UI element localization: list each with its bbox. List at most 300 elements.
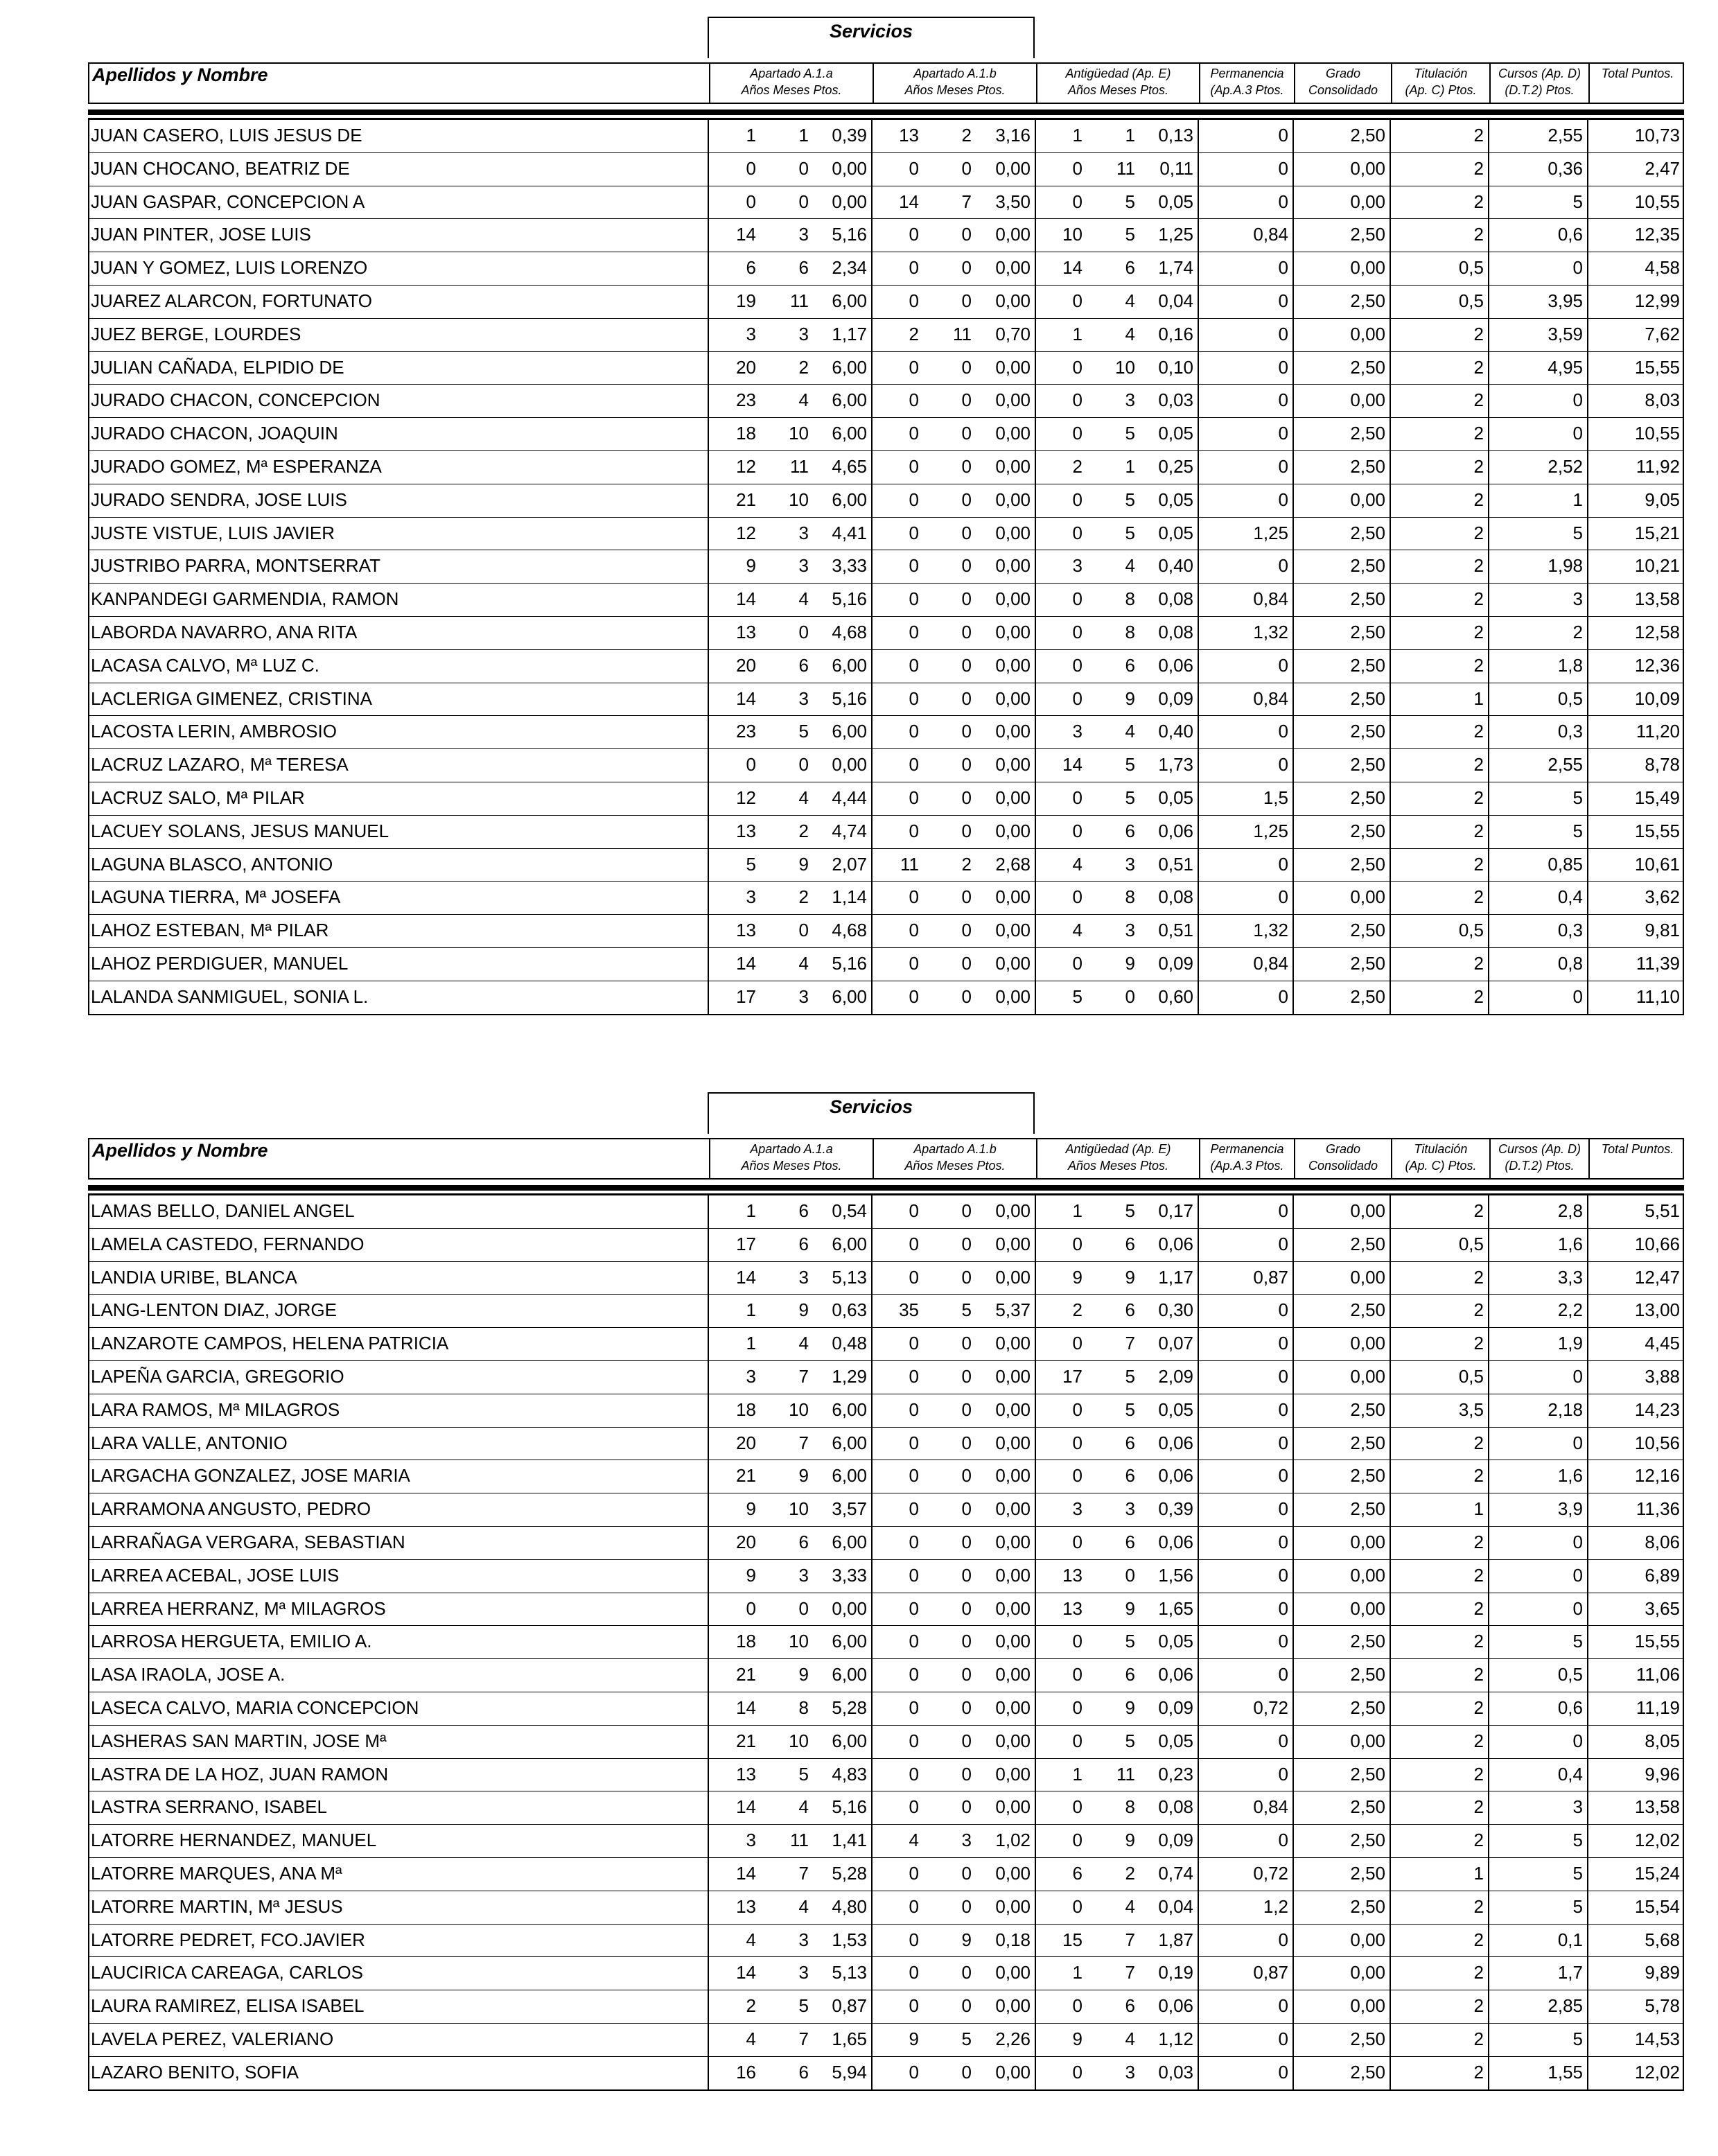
cell-value: 2,50 bbox=[1350, 555, 1385, 577]
header-perm-line-1: Permanencia bbox=[1210, 1142, 1284, 1156]
table-row bbox=[89, 649, 1683, 683]
cell-value: 0,03 bbox=[1158, 389, 1193, 411]
header-a1b-line-2: Años Meses Ptos. bbox=[904, 1159, 1006, 1173]
cell-value: 11 bbox=[900, 853, 919, 875]
cell-value: 0 bbox=[1572, 423, 1583, 444]
cell-value: 2,52 bbox=[1548, 455, 1583, 477]
cell-value: 0,09 bbox=[1158, 1697, 1193, 1718]
cell-value: 0 bbox=[1072, 1664, 1082, 1685]
cell-value: 5 bbox=[1125, 1730, 1135, 1751]
cell-value: 2 bbox=[1473, 853, 1484, 875]
cell-value: 0 bbox=[1278, 191, 1288, 212]
cell-value: 2 bbox=[1473, 157, 1484, 179]
cell-value: 5 bbox=[1572, 522, 1583, 543]
cell-value: 2 bbox=[1473, 985, 1484, 1007]
cell-value: 0,18 bbox=[995, 1929, 1031, 1950]
cell-value: 0,4 bbox=[1557, 886, 1583, 908]
cell-value: 6,00 bbox=[832, 1631, 867, 1652]
cell-value: 11,10 bbox=[1636, 985, 1680, 1007]
header-grado bbox=[1294, 1139, 1391, 1178]
cell-value: 5 bbox=[1572, 820, 1583, 841]
cell-value: 0,00 bbox=[995, 754, 1031, 775]
cell-value: 0,1 bbox=[1557, 1929, 1583, 1950]
cell-value: 1,32 bbox=[1253, 920, 1288, 941]
cell-name: JURADO CHACON, JOAQUIN bbox=[91, 423, 338, 444]
cell-value: 0 bbox=[1072, 1233, 1082, 1254]
cell-value: 0 bbox=[1278, 1333, 1288, 1354]
cell-name: JUAN CHOCANO, BEATRIZ DE bbox=[91, 157, 350, 179]
table-row bbox=[89, 947, 1683, 981]
cell-value: 5 bbox=[1125, 522, 1135, 543]
cell-value: 2 bbox=[1473, 389, 1484, 411]
cell-value: 0 bbox=[909, 389, 919, 411]
cell-value: 0,00 bbox=[995, 1432, 1031, 1453]
cell-value: 0,10 bbox=[1158, 356, 1193, 378]
header-cursos bbox=[1489, 1139, 1588, 1178]
cell-value: 0 bbox=[1072, 1465, 1082, 1487]
cell-value: 7 bbox=[798, 1432, 809, 1453]
table-row bbox=[89, 848, 1683, 882]
cell-value: 4 bbox=[746, 2028, 756, 2049]
cell-value: 0,70 bbox=[995, 323, 1031, 344]
cell-value: 0 bbox=[1278, 2061, 1288, 2083]
cell-value: 17 bbox=[736, 985, 756, 1007]
cell-value: 1 bbox=[746, 1200, 756, 1221]
cell-value: 0 bbox=[961, 522, 972, 543]
cell-value: 6 bbox=[1125, 1664, 1135, 1685]
cell-name: JUEZ BERGE, LOURDES bbox=[91, 323, 301, 344]
cell-value: 0 bbox=[1278, 323, 1288, 344]
cell-value: 0 bbox=[1072, 1895, 1082, 1917]
cell-value: 7 bbox=[798, 1862, 809, 1884]
cell-value: 0 bbox=[1072, 1730, 1082, 1751]
cell-value: 0 bbox=[1278, 1995, 1288, 2017]
cell-value: 0,00 bbox=[995, 1895, 1031, 1917]
cell-value: 2 bbox=[1473, 1995, 1484, 2017]
cell-value: 0,00 bbox=[1350, 1929, 1385, 1950]
cell-value: 10 bbox=[789, 1498, 809, 1520]
header-a1b-line-2: Años Meses Ptos. bbox=[904, 83, 1006, 97]
cell-value: 2,50 bbox=[1350, 1862, 1385, 1884]
table-row bbox=[89, 881, 1683, 914]
cell-value: 6 bbox=[1072, 1862, 1082, 1884]
cell-value: 0 bbox=[1278, 423, 1288, 444]
cell-value: 0 bbox=[961, 1664, 972, 1685]
cell-value: 9 bbox=[1125, 1830, 1135, 1851]
cell-value: 11 bbox=[790, 455, 809, 477]
cell-value: 0,36 bbox=[1548, 157, 1583, 179]
cell-value: 2,34 bbox=[832, 257, 867, 279]
cell-value: 2,50 bbox=[1350, 588, 1385, 610]
cell-value: 3 bbox=[798, 224, 809, 245]
table-row bbox=[89, 1593, 1683, 1626]
cell-value: 0,00 bbox=[995, 1531, 1031, 1552]
cell-value: 0,00 bbox=[995, 290, 1031, 311]
cell-value: 2 bbox=[1473, 952, 1484, 974]
table-section-2 bbox=[88, 1092, 1684, 2090]
cell-value: 0 bbox=[1278, 754, 1288, 775]
cell-value: 3 bbox=[1072, 555, 1082, 577]
cell-name: LARRAÑAGA VERGARA, SEBASTIAN bbox=[91, 1531, 405, 1552]
cell-value: 0 bbox=[909, 820, 919, 841]
header-ant-line-2: Años Meses Ptos. bbox=[1067, 1159, 1169, 1173]
cell-value: 0,84 bbox=[1253, 952, 1288, 974]
cell-value: 4 bbox=[798, 787, 809, 808]
header-ant bbox=[1036, 1139, 1199, 1178]
cell-value: 6 bbox=[1125, 654, 1135, 676]
cell-value: 0,00 bbox=[995, 1697, 1031, 1718]
cell-value: 3 bbox=[798, 522, 809, 543]
cell-value: 0,00 bbox=[995, 423, 1031, 444]
header-name: Apellidos y Nombre bbox=[92, 64, 268, 85]
cell-value: 0 bbox=[909, 522, 919, 543]
cell-value: 0 bbox=[961, 754, 972, 775]
cell-name: LATORRE MARTIN, Mª JESUS bbox=[91, 1895, 343, 1917]
cell-value: 0,5 bbox=[1557, 687, 1583, 709]
cell-value: 2,09 bbox=[1158, 1365, 1193, 1387]
cell-value: 3 bbox=[798, 985, 809, 1007]
cell-value: 4 bbox=[798, 588, 809, 610]
cell-value: 0 bbox=[961, 1465, 972, 1487]
cell-value: 0 bbox=[909, 1465, 919, 1487]
cell-value: 10 bbox=[789, 1399, 809, 1420]
cell-value: 0,30 bbox=[1158, 1299, 1193, 1321]
cell-value: 0,00 bbox=[995, 2061, 1031, 2083]
cell-name: LABORDA NAVARRO, ANA RITA bbox=[91, 621, 358, 642]
cell-value: 0 bbox=[1072, 356, 1082, 378]
cell-value: 14,53 bbox=[1634, 2028, 1680, 2049]
cell-value: 0 bbox=[1072, 820, 1082, 841]
cell-value: 0 bbox=[961, 1233, 972, 1254]
cell-value: 0,00 bbox=[995, 1796, 1031, 1818]
cell-value: 0 bbox=[909, 1333, 919, 1354]
cell-value: 13 bbox=[736, 1895, 756, 1917]
cell-value: 5 bbox=[1125, 754, 1135, 775]
cell-value: 0 bbox=[1572, 257, 1583, 279]
cell-value: 13 bbox=[736, 920, 756, 941]
cell-value: 0 bbox=[1572, 1597, 1583, 1619]
cell-value: 0 bbox=[746, 1597, 756, 1619]
cell-value: 0 bbox=[909, 754, 919, 775]
cell-value: 5 bbox=[1125, 224, 1135, 245]
cell-value: 0,06 bbox=[1158, 820, 1193, 841]
cell-value: 0 bbox=[961, 952, 972, 974]
cell-value: 20 bbox=[736, 356, 756, 378]
cell-value: 2 bbox=[1473, 224, 1484, 245]
cell-value: 1,12 bbox=[1158, 2028, 1193, 2049]
cell-value: 0 bbox=[1072, 1531, 1082, 1552]
cell-name: LANG-LENTON DIAZ, JORGE bbox=[91, 1299, 337, 1321]
cell-value: 0 bbox=[1278, 853, 1288, 875]
cell-name: LACRUZ LAZARO, Mª TERESA bbox=[91, 754, 349, 775]
cell-value: 3,16 bbox=[995, 125, 1031, 146]
cell-name: LAURA RAMIREZ, ELISA ISABEL bbox=[91, 1995, 365, 2017]
cell-value: 0 bbox=[909, 1962, 919, 1983]
header-a1b-line-1: Apartado A.1.b bbox=[913, 1142, 997, 1156]
cell-name: LARGACHA GONZALEZ, JOSE MARIA bbox=[91, 1465, 410, 1487]
cell-value: 2,50 bbox=[1350, 1631, 1385, 1652]
cell-value: 0 bbox=[1278, 721, 1288, 742]
cell-name: LAUCIRICA CAREAGA, CARLOS bbox=[91, 1962, 363, 1983]
cell-value: 0 bbox=[909, 654, 919, 676]
cell-value: 12 bbox=[736, 455, 756, 477]
cell-value: 0 bbox=[961, 1365, 972, 1387]
cell-value: 8 bbox=[1125, 886, 1135, 908]
cell-name: LATORRE MARQUES, ANA Mª bbox=[91, 1862, 342, 1884]
cell-value: 2 bbox=[1473, 1432, 1484, 1453]
cell-value: 0,5 bbox=[1557, 1664, 1583, 1685]
cell-value: 0 bbox=[961, 1266, 972, 1288]
cell-value: 0 bbox=[1572, 389, 1583, 411]
cell-value: 0 bbox=[961, 290, 972, 311]
cell-value: 6 bbox=[746, 257, 756, 279]
cell-value: 0 bbox=[1072, 1697, 1082, 1718]
cell-value: 0,3 bbox=[1557, 721, 1583, 742]
cell-value: 1,17 bbox=[1158, 1266, 1193, 1288]
cell-value: 0,05 bbox=[1158, 1730, 1193, 1751]
cell-value: 2,50 bbox=[1350, 687, 1385, 709]
header-a1a-line-1: Apartado A.1.a bbox=[750, 1142, 833, 1156]
cell-value: 0,5 bbox=[1458, 257, 1484, 279]
cell-value: 3 bbox=[1572, 588, 1583, 610]
cell-value: 3,95 bbox=[1548, 290, 1583, 311]
cell-value: 0 bbox=[1278, 1365, 1288, 1387]
table-row bbox=[89, 1791, 1683, 1824]
cell-value: 2 bbox=[1473, 1929, 1484, 1950]
cell-value: 0,00 bbox=[1350, 389, 1385, 411]
cell-value: 0,09 bbox=[1158, 1830, 1193, 1851]
cell-value: 4,68 bbox=[832, 621, 867, 642]
cell-value: 0 bbox=[1278, 1299, 1288, 1321]
cell-value: 0,17 bbox=[1158, 1200, 1193, 1221]
cell-value: 18 bbox=[736, 423, 756, 444]
cell-value: 0 bbox=[1072, 2061, 1082, 2083]
cell-value: 2,50 bbox=[1350, 1796, 1385, 1818]
cell-name: LACRUZ SALO, Mª PILAR bbox=[91, 787, 305, 808]
cell-value: 6,00 bbox=[832, 1233, 867, 1254]
cell-value: 0,00 bbox=[1350, 1266, 1385, 1288]
table-row bbox=[89, 1559, 1683, 1593]
cell-value: 6 bbox=[1125, 1299, 1135, 1321]
cell-value: 1,65 bbox=[832, 2028, 867, 2049]
cell-value: 1,87 bbox=[1158, 1929, 1193, 1950]
cell-value: 12,35 bbox=[1634, 224, 1680, 245]
cell-name: JURADO GOMEZ, Mª ESPERANZA bbox=[91, 455, 382, 477]
cell-value: 2 bbox=[1473, 2028, 1484, 2049]
cell-value: 0,00 bbox=[995, 522, 1031, 543]
cell-value: 5 bbox=[1125, 423, 1135, 444]
table-row bbox=[89, 2056, 1683, 2089]
table-section-1 bbox=[88, 17, 1684, 1015]
cell-value: 10,55 bbox=[1634, 191, 1680, 212]
cell-value: 9 bbox=[798, 1299, 809, 1321]
cell-name: JUSTRIBO PARRA, MONTSERRAT bbox=[91, 555, 380, 577]
cell-value: 4 bbox=[798, 389, 809, 411]
cell-value: 2 bbox=[1473, 787, 1484, 808]
cell-value: 0,40 bbox=[1158, 721, 1193, 742]
cell-value: 0 bbox=[909, 1432, 919, 1453]
cell-value: 6,00 bbox=[832, 1730, 867, 1751]
cell-value: 2 bbox=[1473, 1830, 1484, 1851]
cell-value: 0 bbox=[961, 787, 972, 808]
cell-value: 0,08 bbox=[1158, 588, 1193, 610]
cell-value: 0,05 bbox=[1158, 1399, 1193, 1420]
cell-value: 1,14 bbox=[832, 886, 867, 908]
cell-value: 1,41 bbox=[832, 1830, 867, 1851]
cell-value: 10,55 bbox=[1634, 423, 1680, 444]
cell-value: 2 bbox=[1473, 721, 1484, 742]
cell-value: 2 bbox=[1072, 1299, 1082, 1321]
cell-value: 0,00 bbox=[995, 1564, 1031, 1586]
cell-value: 11,19 bbox=[1636, 1697, 1680, 1718]
cell-value: 0 bbox=[909, 257, 919, 279]
cell-value: 0 bbox=[909, 290, 919, 311]
cell-value: 0 bbox=[798, 621, 809, 642]
table-row bbox=[89, 715, 1683, 748]
cell-value: 0,72 bbox=[1253, 1862, 1288, 1884]
cell-name: KANPANDEGI GARMENDIA, RAMON bbox=[91, 588, 399, 610]
cell-value: 0 bbox=[909, 1697, 919, 1718]
cell-value: 0 bbox=[1572, 1531, 1583, 1552]
table-row bbox=[89, 2023, 1683, 2056]
cell-value: 2,68 bbox=[995, 853, 1031, 875]
cell-value: 0 bbox=[1572, 1564, 1583, 1586]
cell-value: 0,39 bbox=[1158, 1498, 1193, 1520]
cell-value: 5 bbox=[746, 853, 756, 875]
cell-value: 17 bbox=[736, 1233, 756, 1254]
cell-value: 5 bbox=[798, 1995, 809, 2017]
cell-value: 0,00 bbox=[995, 1962, 1031, 1983]
cell-value: 1,25 bbox=[1253, 522, 1288, 543]
cell-value: 3 bbox=[1572, 1796, 1583, 1818]
cell-value: 11,39 bbox=[1636, 952, 1680, 974]
header-cursos-line-2: (D.T.2) Ptos. bbox=[1505, 1159, 1575, 1173]
cell-value: 0 bbox=[909, 1895, 919, 1917]
cell-value: 0 bbox=[1072, 191, 1082, 212]
cell-value: 12,36 bbox=[1634, 654, 1680, 676]
cell-value: 1,74 bbox=[1158, 257, 1193, 279]
cell-value: 6,00 bbox=[832, 356, 867, 378]
cell-value: 21 bbox=[736, 489, 756, 510]
cell-value: 4 bbox=[1072, 920, 1082, 941]
cell-value: 0 bbox=[961, 356, 972, 378]
cell-value: 13 bbox=[899, 125, 919, 146]
cell-value: 4 bbox=[798, 1796, 809, 1818]
header-total-line-1: Total Puntos. bbox=[1601, 67, 1674, 80]
cell-value: 0 bbox=[909, 1631, 919, 1652]
table-body bbox=[88, 1195, 1684, 2091]
cell-value: 5 bbox=[1572, 1895, 1583, 1917]
cell-value: 0,5 bbox=[1458, 290, 1484, 311]
cell-value: 1 bbox=[1072, 125, 1082, 146]
cell-name: LARRAMONA ANGUSTO, PEDRO bbox=[91, 1498, 371, 1520]
cell-value: 0,00 bbox=[995, 555, 1031, 577]
cell-value: 0 bbox=[1072, 621, 1082, 642]
cell-value: 0,00 bbox=[832, 191, 867, 212]
table-row bbox=[89, 1360, 1683, 1394]
cell-value: 0 bbox=[1072, 522, 1082, 543]
header-tit bbox=[1391, 64, 1489, 103]
cell-value: 0 bbox=[961, 455, 972, 477]
cell-name: LAGUNA BLASCO, ANTONIO bbox=[91, 853, 333, 875]
cell-value: 2,50 bbox=[1350, 1763, 1385, 1785]
header-a1a-line-2: Años Meses Ptos. bbox=[741, 83, 842, 97]
cell-value: 9 bbox=[961, 1929, 972, 1950]
cell-value: 0,00 bbox=[1350, 1365, 1385, 1387]
cell-value: 2,55 bbox=[1548, 754, 1583, 775]
cell-value: 0 bbox=[1278, 1929, 1288, 1950]
cell-value: 0,6 bbox=[1557, 1697, 1583, 1718]
cell-name: JURADO CHACON, CONCEPCION bbox=[91, 389, 380, 411]
cell-value: 3,33 bbox=[832, 555, 867, 577]
cell-value: 3,9 bbox=[1557, 1498, 1583, 1520]
cell-value: 0,06 bbox=[1158, 1531, 1193, 1552]
cell-value: 11 bbox=[790, 1830, 809, 1851]
cell-value: 0 bbox=[909, 1365, 919, 1387]
cell-value: 5,16 bbox=[832, 224, 867, 245]
cell-value: 0 bbox=[1278, 985, 1288, 1007]
cell-value: 0 bbox=[961, 1895, 972, 1917]
cell-value: 2,50 bbox=[1350, 1498, 1385, 1520]
cell-value: 5 bbox=[1125, 191, 1135, 212]
cell-value: 6 bbox=[1125, 1465, 1135, 1487]
cell-value: 21 bbox=[736, 1664, 756, 1685]
cell-value: 0 bbox=[1278, 1432, 1288, 1453]
header-grado-line-1: Grado bbox=[1325, 67, 1361, 80]
cell-value: 2,50 bbox=[1350, 423, 1385, 444]
cell-value: 1 bbox=[1125, 455, 1135, 477]
cell-value: 0,05 bbox=[1158, 423, 1193, 444]
cell-value: 2 bbox=[1473, 2061, 1484, 2083]
cell-name: LAMELA CASTEDO, FERNANDO bbox=[91, 1233, 365, 1254]
cell-value: 1,9 bbox=[1557, 1333, 1583, 1354]
cell-value: 2 bbox=[1473, 621, 1484, 642]
cell-value: 0,00 bbox=[995, 356, 1031, 378]
cell-value: 0,8 bbox=[1557, 952, 1583, 974]
header-total-line-1: Total Puntos. bbox=[1601, 1142, 1674, 1156]
cell-value: 0,00 bbox=[995, 588, 1031, 610]
cell-value: 0,3 bbox=[1557, 920, 1583, 941]
cell-value: 6 bbox=[1125, 1233, 1135, 1254]
cell-value: 15,55 bbox=[1634, 1631, 1680, 1652]
cell-name: LARREA ACEBAL, JOSE LUIS bbox=[91, 1564, 340, 1586]
cell-value: 0 bbox=[798, 920, 809, 941]
header-tit-line-2: (Ap. C) Ptos. bbox=[1405, 1159, 1477, 1173]
header-cursos-line-1: Cursos (Ap. D) bbox=[1498, 67, 1581, 80]
cell-value: 10 bbox=[789, 423, 809, 444]
cell-value: 6 bbox=[798, 2061, 809, 2083]
cell-value: 9 bbox=[746, 555, 756, 577]
table-row bbox=[89, 1956, 1683, 1990]
cell-value: 0,00 bbox=[995, 886, 1031, 908]
cell-value: 4 bbox=[1125, 1895, 1135, 1917]
cell-value: 0,05 bbox=[1158, 1631, 1193, 1652]
cell-value: 0 bbox=[909, 1763, 919, 1785]
cell-value: 6 bbox=[1125, 820, 1135, 841]
cell-value: 0 bbox=[1125, 1564, 1135, 1586]
header-a1a-line-1: Apartado A.1.a bbox=[750, 67, 833, 80]
cell-value: 0,08 bbox=[1158, 1796, 1193, 1818]
cell-value: 8,03 bbox=[1645, 389, 1680, 411]
cell-value: 4,45 bbox=[1645, 1333, 1680, 1354]
cell-value: 6 bbox=[798, 1233, 809, 1254]
cell-value: 0,00 bbox=[995, 489, 1031, 510]
cell-value: 18 bbox=[736, 1399, 756, 1420]
cell-value: 0,13 bbox=[1158, 125, 1193, 146]
table-row bbox=[89, 782, 1683, 815]
cell-value: 2,50 bbox=[1350, 754, 1385, 775]
table-row bbox=[89, 1891, 1683, 1924]
